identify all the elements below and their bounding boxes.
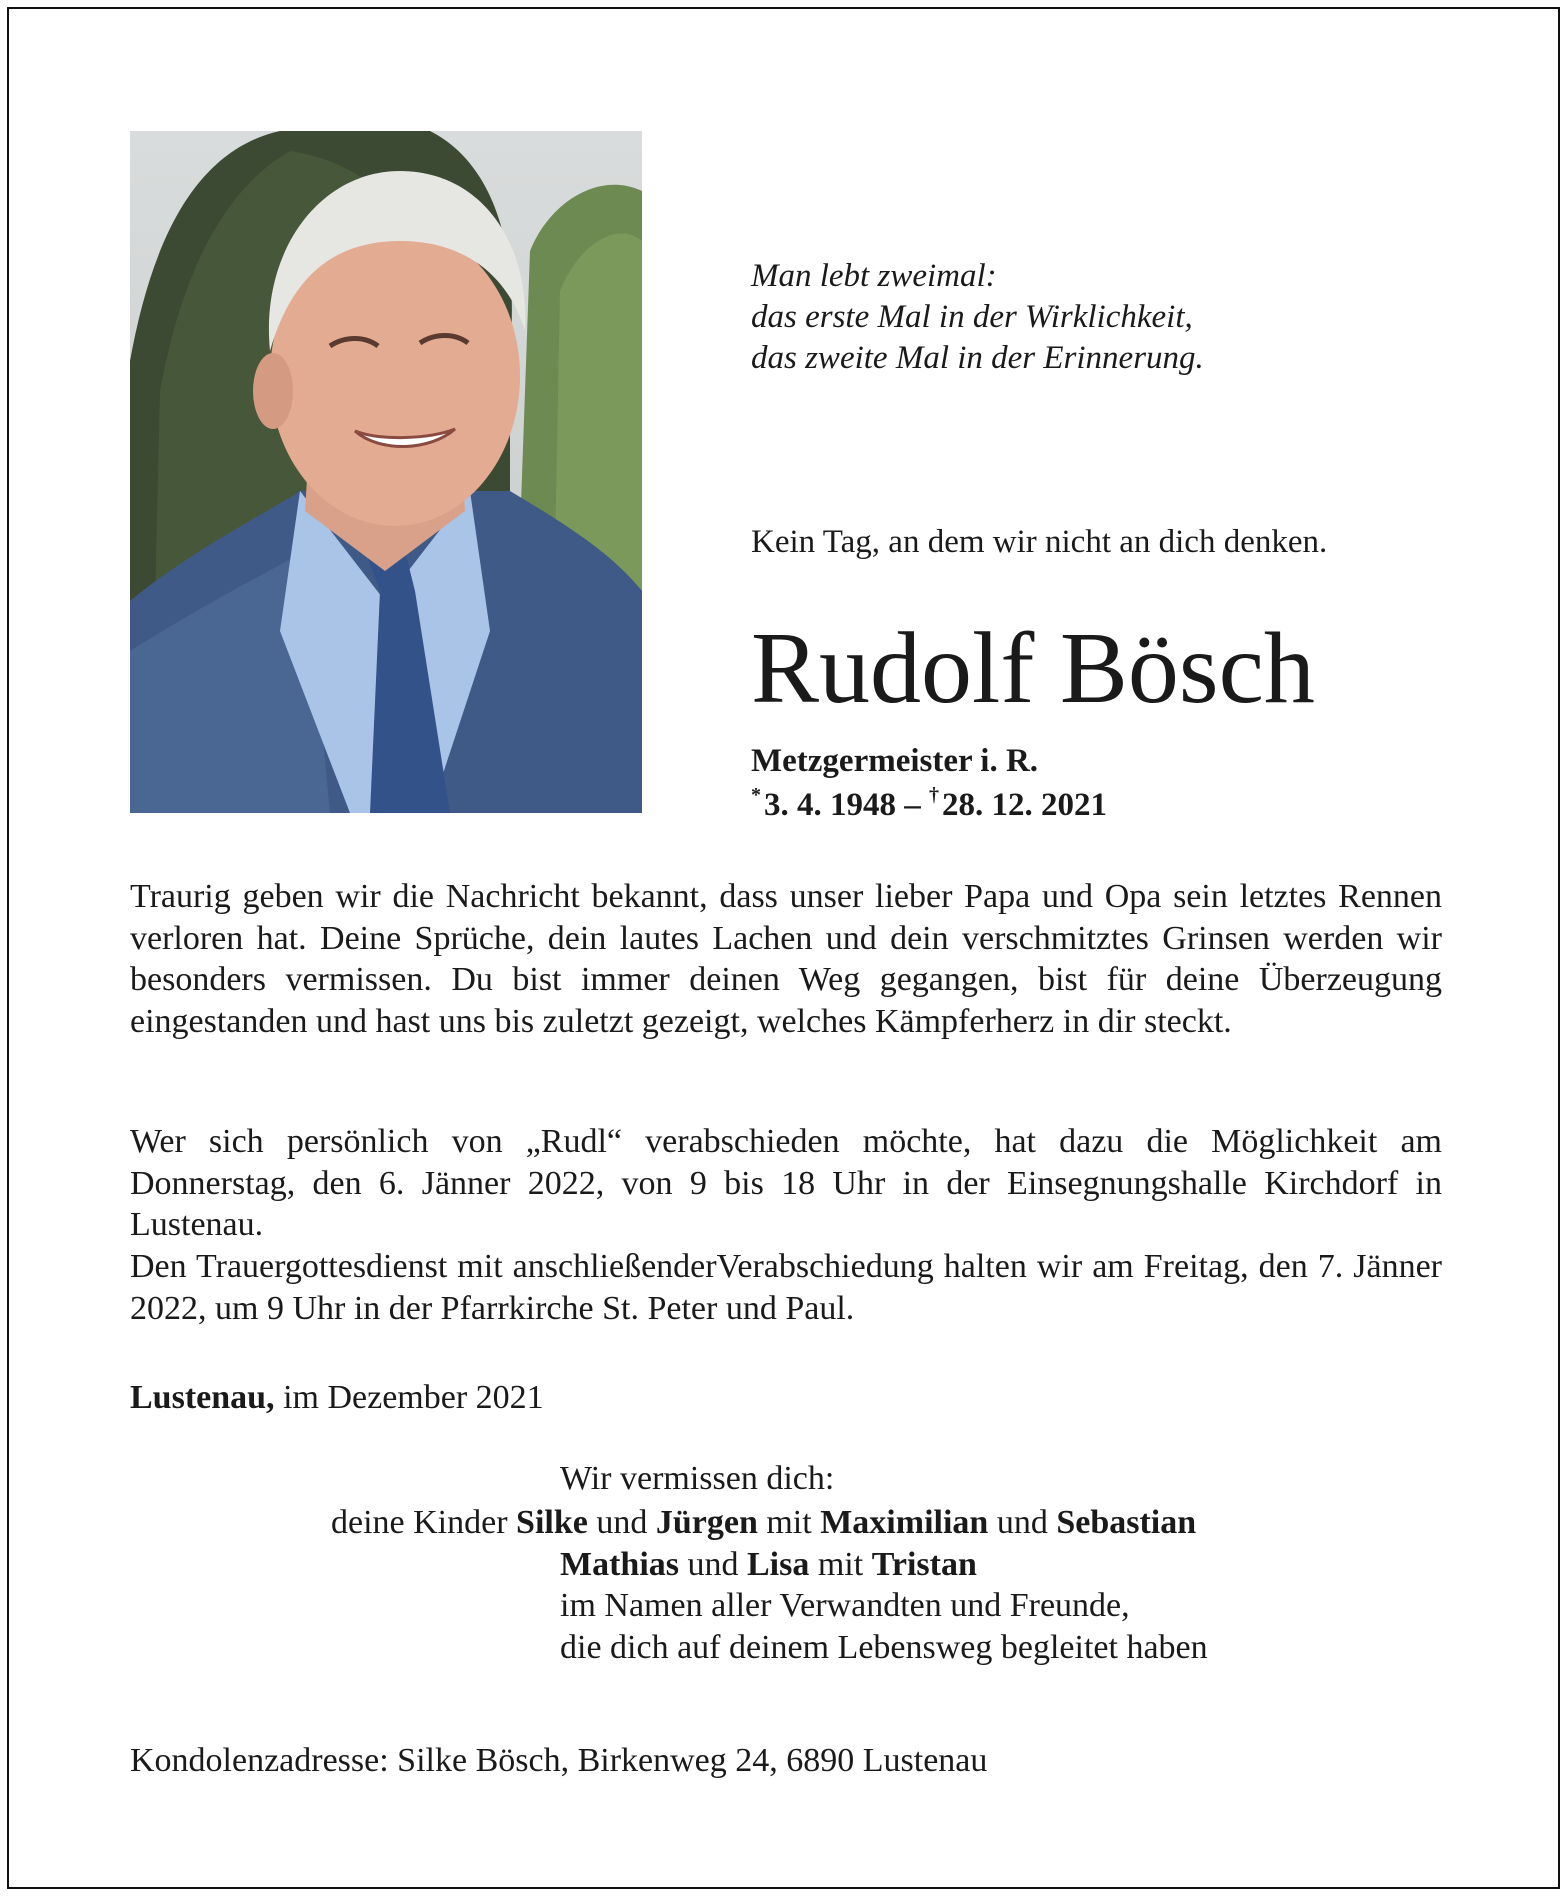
mourner-name: Silke xyxy=(516,1504,588,1541)
mourner-name: Mathias xyxy=(560,1545,679,1583)
mourner-name: Jürgen xyxy=(655,1504,758,1541)
connector: mit xyxy=(757,1504,821,1541)
portrait-image xyxy=(130,131,642,813)
mourner-name: Maximilian xyxy=(820,1504,989,1541)
life-dates xyxy=(751,784,1107,824)
mourner-name: Sebastian xyxy=(1056,1504,1197,1541)
connector: mit xyxy=(809,1545,872,1583)
deceased-profession: Metzgermeister i. R. xyxy=(751,743,1039,779)
mourners-line: die dich auf deinem Lebensweg begleitet haben xyxy=(560,1628,1208,1666)
death-date: 28. 12. 2021 xyxy=(942,787,1107,823)
mourners-line: im Namen aller Verwandten und Freunde, xyxy=(560,1587,1130,1624)
condolence-address: Kondolenzadresse: Silke Bösch, Birkenweg 24, 6890 Lustenau xyxy=(130,1742,988,1779)
birth-symbol: * xyxy=(751,784,761,806)
remembrance-line: Kein Tag, an dem wir nicht an dich denken. xyxy=(751,524,1328,560)
motto-quote xyxy=(751,256,1204,379)
obituary-notice xyxy=(7,7,1560,1889)
date-separator: – xyxy=(896,787,929,823)
connector: und xyxy=(988,1504,1057,1541)
deceased-name: Rudolf Bösch xyxy=(751,612,1315,725)
mourner-name: Tristan xyxy=(871,1545,977,1583)
mourners-intro: deine Kinder xyxy=(331,1504,517,1541)
place-city: Lustenau, xyxy=(130,1379,275,1416)
place-month: im Dezember 2021 xyxy=(274,1379,544,1416)
announcement-paragraph: Traurig geben wir die Nachricht bekannt, dass unser lieber Papa und Opa sein letztes Rennen verloren hat. Deine Sprüche, dein lautes Lachen und dein verschmitztes Grinsen werden wir besonders vermissen. Du bist immer deinen Weg gegangen, bist für deine Überzeugung eingestanden und hast uns bis zuletzt gezeigt, welches Kämpferherz in dir steckt. xyxy=(130,878,1442,1040)
mourners-line xyxy=(331,1544,1208,1586)
farewell-paragraph: Wer sich persönlich von „Rudl“ verabschieden möchte, hat dazu die Möglichkeit am Donnerstag, den 6. Jänner 2022, von 9 bis 18 Uhr in der Einsegnungshalle Kirchdorf in Lustenau. xyxy=(130,1123,1442,1243)
place-date xyxy=(130,1379,544,1417)
connector: und xyxy=(587,1504,656,1541)
connector: und xyxy=(679,1545,747,1583)
mourners-line xyxy=(331,1502,1208,1544)
birth-date: 3. 4. 1948 xyxy=(764,787,896,823)
mourners-list xyxy=(331,1502,1208,1668)
motto-line: Man lebt zweimal: xyxy=(751,258,997,294)
mourner-name: Lisa xyxy=(747,1545,810,1583)
mourners-heading: Wir vermissen dich: xyxy=(560,1460,835,1497)
motto-line: das zweite Mal in der Erinnerung. xyxy=(751,340,1204,376)
death-symbol: † xyxy=(929,784,939,806)
service-paragraph: Den Trauergottesdienst mit anschließenderVerabschiedung halten wir am Freitag, den 7. Jänner 2022, um 9 Uhr in der Pfarrkirche St. Peter und Paul. xyxy=(130,1248,1442,1327)
motto-line: das erste Mal in der Wirklichkeit, xyxy=(751,299,1193,335)
portrait-photo xyxy=(130,131,642,813)
